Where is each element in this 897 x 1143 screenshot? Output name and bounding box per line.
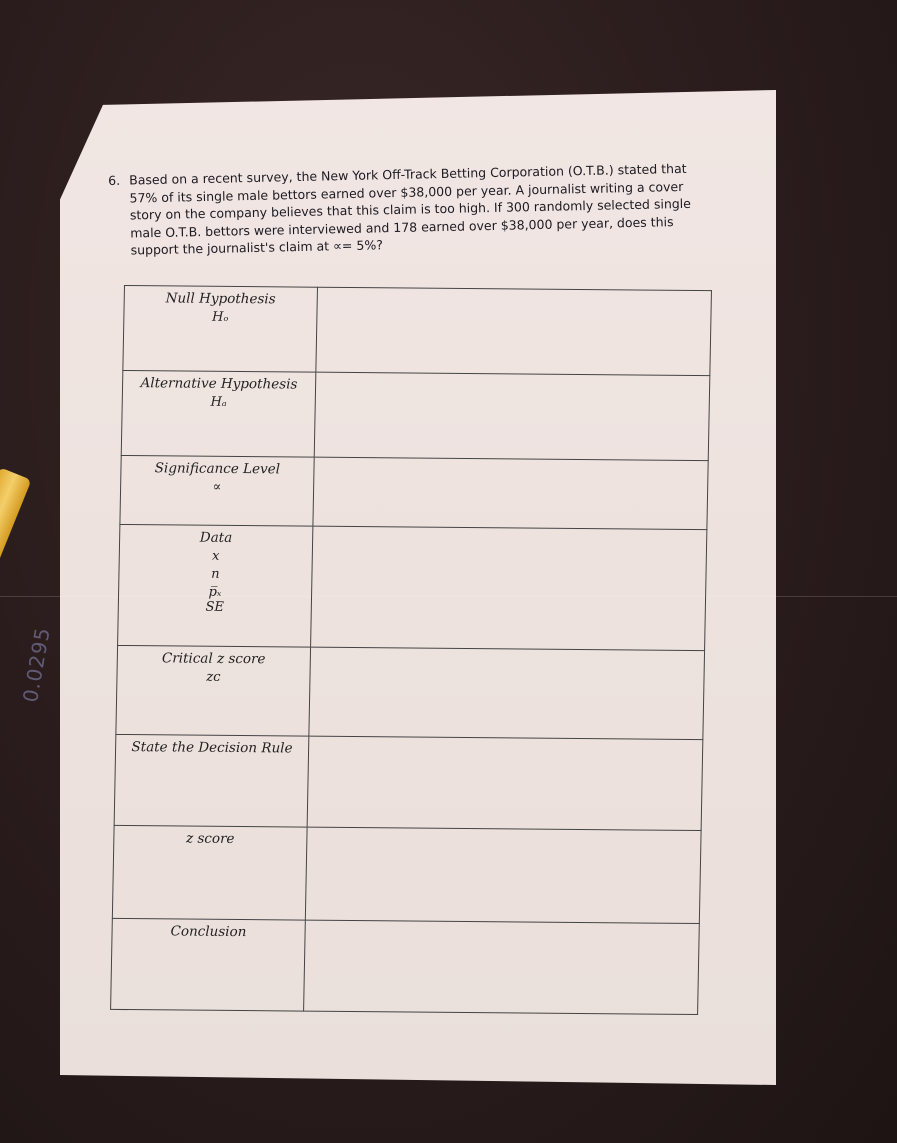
answer-cell-alternative-hypothesis[interactable] (314, 372, 710, 460)
table-row-conclusion (111, 918, 700, 1014)
row-label: z score (185, 830, 235, 847)
answer-cell-data[interactable] (310, 526, 707, 650)
margin-scribble: 0.0295 (18, 625, 55, 705)
question-text: Based on a recent survey, the New York Off-Track Betting Corporation (O.T.B.) stated that 57% of its single male bettors earned over $38,000 per year. A journalist writing a cover story on the company believes that this claim is too high. If 300 randomly selected single male O.T.B. bettors were interviewed and 178 earned over $38,000 per year, does this support the journalist's claim at ∝= 5%? (129, 160, 692, 258)
label-cell (123, 286, 317, 373)
label-cell (112, 825, 307, 920)
hypothesis-test-table (110, 285, 712, 1015)
row-symbol-n: n (211, 566, 220, 582)
row-label: Significance Level (154, 460, 281, 478)
answer-cell-z-score[interactable] (305, 827, 701, 923)
row-label: Null Hypothesis (165, 290, 276, 308)
row-label: Alternative Hypothesis (140, 375, 298, 393)
row-label: State the Decision Rule (131, 739, 293, 757)
label-cell (118, 524, 313, 647)
answer-cell-significance-level[interactable] (313, 457, 709, 529)
answer-cell-conclusion[interactable] (303, 920, 699, 1014)
label-cell (121, 370, 315, 457)
label-cell (120, 455, 314, 526)
row-label: Conclusion (170, 923, 247, 941)
question-block (108, 159, 720, 259)
table-row-alternative-hypothesis (121, 370, 710, 460)
row-symbol: zᴄ (206, 669, 221, 685)
pencil (0, 467, 31, 572)
row-symbol-se: SE (205, 599, 225, 615)
table-row-data (118, 524, 707, 650)
table-row-critical-z (116, 645, 705, 739)
answer-cell-critical-z[interactable] (309, 647, 705, 739)
row-symbol-x: x (211, 548, 220, 564)
table-row-z-score (112, 825, 701, 923)
label-cell (116, 645, 310, 736)
row-symbol: ∝ (212, 479, 222, 495)
table-row-significance-level (120, 455, 708, 529)
table-row-decision-rule (114, 734, 703, 830)
label-cell (111, 918, 306, 1011)
answer-cell-null-hypothesis[interactable] (316, 287, 712, 375)
row-symbol: Hₐ (210, 394, 227, 410)
row-label: Data (199, 529, 233, 546)
table-row-null-hypothesis (123, 286, 712, 376)
question-number: 6. (108, 172, 121, 188)
row-label: Critical z score (161, 650, 266, 668)
label-cell (114, 734, 309, 827)
answer-cell-decision-rule[interactable] (307, 736, 703, 830)
row-symbol-p: p̅ₓ (208, 584, 222, 600)
row-symbol: Hₒ (211, 309, 229, 325)
